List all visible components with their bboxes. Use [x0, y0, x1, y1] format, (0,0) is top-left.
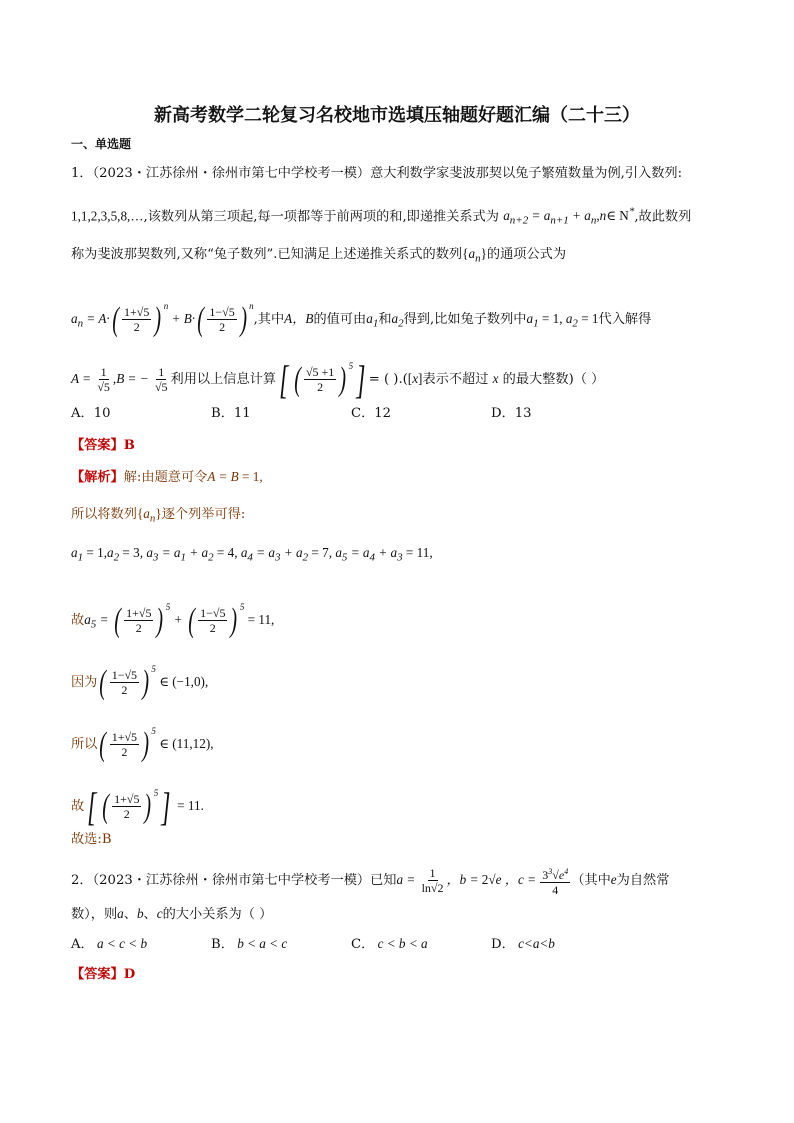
q1-line4-text-1: ,其中: [253, 312, 285, 327]
q2-abc: a、b、c: [117, 906, 163, 921]
q1-options: [71, 404, 744, 424]
option-d[interactable]: D．13: [491, 406, 532, 421]
q2-option-c-label: C．: [351, 937, 375, 952]
step1-text: 所以将数列: [71, 507, 137, 522]
option-a[interactable]: A．10: [71, 406, 111, 421]
q2-line-1: [71, 862, 744, 898]
q1-line-3: [71, 244, 744, 269]
q1-line5-text: 利用以上信息计算: [170, 372, 277, 387]
q2-line2-end: 的大小关系为（ ）: [162, 907, 273, 922]
section-heading: 一、单选题: [71, 137, 132, 151]
recurrence-formula: $a_{n+2} = a_{n+1}$ + $a_n,n\in$ N*: [503, 206, 635, 228]
step4-expression: ( $\frac{1-√5}{2}$ ) $^5$ ∈ (−1,0),: [99, 663, 209, 701]
option-c[interactable]: C．12: [351, 406, 392, 421]
q1-step-2: [71, 543, 744, 568]
q1-line4-text-3: 和: [378, 312, 392, 327]
sequence-an: $\{a_n\}$: [462, 246, 487, 265]
q2-line1-text: （其中: [571, 873, 611, 888]
q1-analysis: [71, 467, 744, 488]
q1-line2-text: ,该数列从第三项起,每一项都等于前两项的和,即递推关系式为: [143, 209, 499, 225]
q2-abc-defs: a = $\frac{1}{\ln√2}$ ，b = 2√e ，c = $\frac{3^3√e^4}{4}$: [396, 866, 569, 897]
ab-values: A = $\frac{1}{√5}$ ,B = − $\frac{1}{√5}$: [71, 365, 168, 395]
initial-values: $a_1 = 1$, $a_2 = 1$: [526, 311, 599, 330]
q1-line-4: [71, 286, 744, 338]
general-term-formula: $a_n = A\cdot$( $\frac{1+√5}{2}$ ) $^n$ + B·( $\frac{1-√5}{2}$ ) $^n$: [71, 300, 254, 338]
q1-line5-end: 的最大整数)（ ）: [502, 372, 605, 387]
analysis-label: 【解析】: [71, 470, 124, 485]
q1-line5-text-2: 表示不超过: [422, 372, 489, 387]
step4-label: 因为: [71, 675, 98, 690]
var-e: e: [610, 872, 617, 887]
q1-line3-text: 称为斐波那契数列,又称“兔子数列”.已知满足上述递推关系式的数列: [71, 247, 463, 262]
q2-option-a-label: A．: [71, 937, 94, 952]
step6-expression: [ ( $\frac{1+√5}{2}$ ) $^5$] = 11.: [87, 783, 204, 829]
q1-step-4: [71, 649, 744, 701]
step1-seq: $\{a_n\}$: [136, 506, 162, 525]
step5-label: 所以: [71, 737, 98, 752]
page-title: 新高考数学二轮复习名校地市选填压轴题好题汇编（二十三）: [154, 105, 640, 126]
q2-option-b-label: B．: [211, 937, 234, 952]
term-a2: $a_2$: [391, 311, 404, 330]
q1-line3-end: 的通项公式为: [486, 247, 567, 262]
term-a1: $a_1$: [366, 311, 379, 330]
q1-step-6: [71, 773, 744, 829]
q1-step-3: [71, 587, 744, 639]
q2-stem-text: 2．（2023・江苏徐州・徐州市第七中学校考一模）已知: [71, 873, 397, 888]
q1-answer: 【答案】B: [71, 438, 135, 453]
q1-choose: 故选:B: [71, 832, 112, 847]
step1-end: 逐个列举可得:: [161, 507, 246, 522]
floor-x: [x]: [407, 371, 423, 386]
q2-line2-text: 数），则: [71, 907, 118, 922]
q1-step-1: [71, 504, 744, 529]
q1-stem-text: 1．（2023・江苏徐州・徐州市第七中学校考一模）意大利数学家斐波那契以兔子繁殖数量为例,引入数列:: [71, 166, 683, 181]
q2-option-b[interactable]: B． b < a < c: [211, 936, 288, 952]
step3-label: 故: [71, 613, 85, 628]
q2-line-2: [71, 904, 744, 925]
q2-option-c[interactable]: C． c < b < a: [351, 936, 428, 952]
q2-option-d-label: D．: [491, 937, 515, 952]
q1-line-2: [71, 202, 744, 231]
floor-expression: [ ( $\frac{√5 +1}{2}$ ) $^5$]: [279, 356, 366, 402]
q1-line5-blank: = ( ).(: [368, 372, 408, 387]
option-b[interactable]: B．11: [211, 406, 251, 421]
step5-expression: ( $\frac{1+√5}{2}$ ) $^5$ ∈ (11,12),: [99, 725, 214, 763]
analysis-text: 解:由题意可令: [123, 470, 208, 485]
sequence-values: $a_1 = 1,a_2 = 3$, $a_3 = a_1 + a_2 = 4$, $a_4 = a_3 + a_2 = 7$, $a_5 = a_4 + a_3 = 11$,: [71, 545, 433, 564]
fibonacci-sequence: 1,1,2,3,5,8,…: [71, 208, 144, 224]
q1-line-5: [71, 346, 744, 402]
step6-label: 故: [71, 799, 85, 814]
q2-options: [71, 934, 744, 955]
analysis-ab: A = B = 1,: [207, 469, 263, 484]
q1-line4-text-5: 代入解得: [598, 312, 652, 327]
q1-line4-text-4: 得到,比如兔子数列中: [403, 312, 527, 327]
coefficient-ab: A，B: [284, 311, 314, 326]
a5-expression: $a_5$ = ( $\frac{1+√5}{2}$ ) $^5$ + ( $\frac{1-√5}{2}$ ) $^5$ = 11,: [84, 601, 275, 639]
q2-option-a[interactable]: A． a < c < b: [71, 936, 148, 952]
q2-line1-end: 为自然常: [616, 873, 670, 888]
q1-line2-end: ,故此数列: [634, 209, 692, 225]
q1-step-5: [71, 711, 744, 763]
q1-line4-text-2: 的值可由: [313, 312, 367, 327]
q2-answer: 【答案】D: [71, 967, 136, 982]
var-x: x: [492, 371, 499, 386]
q1-line-1: [71, 164, 744, 184]
q2-option-d[interactable]: D． c<a<b: [491, 936, 555, 952]
